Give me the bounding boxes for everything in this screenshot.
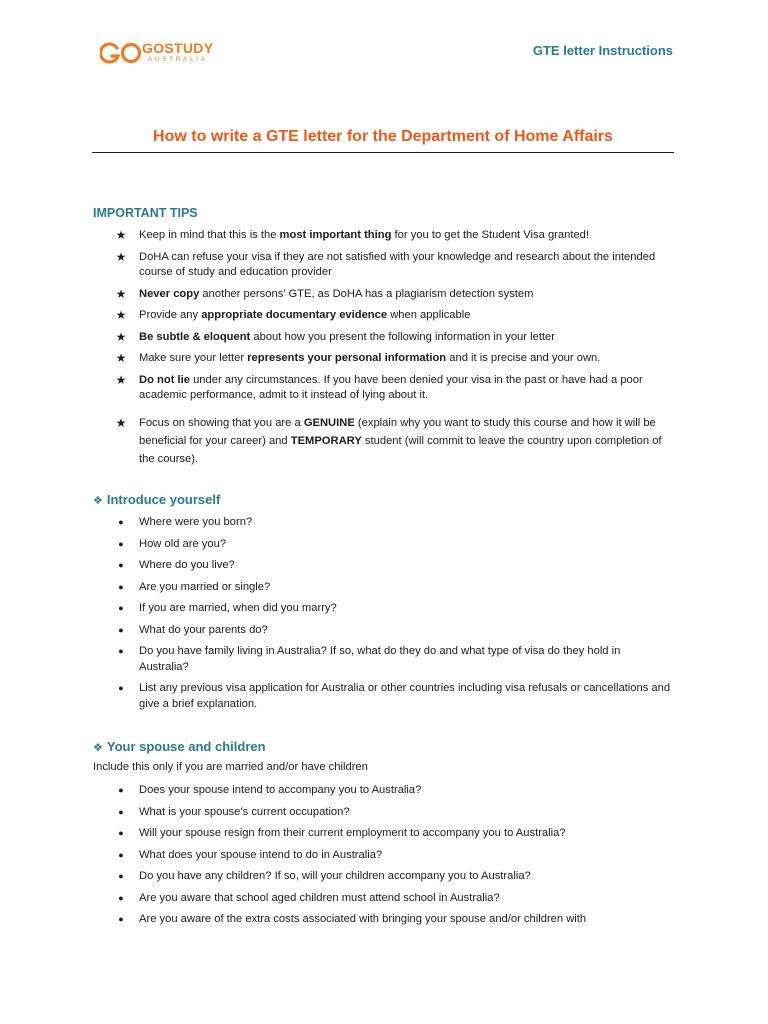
logo-word: GOSTUDY <box>142 40 214 56</box>
list-item-text: List any previous visa application for Australia or other countries including visa refusals or cancellations and give a brief explanation. <box>139 682 671 710</box>
tip-emphasis: Be subtle & eloquent <box>139 330 251 343</box>
star-icon: ★ <box>115 351 127 365</box>
tip-text: student (will commit to leave the country upon completion of the course). <box>139 434 662 465</box>
bullet-icon: ● <box>118 828 124 838</box>
list-item <box>112 783 672 799</box>
list-item <box>112 580 672 596</box>
tip-item <box>112 330 672 346</box>
spouse-list <box>112 783 672 934</box>
important-tips-heading: IMPORTANT TIPS <box>93 206 198 220</box>
list-item <box>112 681 672 712</box>
list-item <box>112 805 672 821</box>
bullet-icon: ● <box>118 624 124 635</box>
bullet-icon: ● <box>118 538 124 549</box>
logo-text <box>142 40 213 64</box>
bullet-icon: ● <box>118 560 124 570</box>
list-item-text: What does your spouse intend to do in Australia? <box>139 848 383 861</box>
tip-item <box>112 414 672 468</box>
header-title: GTE letter Instructions <box>532 43 673 58</box>
tip-text: Make sure your letter <box>139 352 248 364</box>
star-icon: ★ <box>115 286 127 301</box>
list-item <box>112 601 672 617</box>
tip-text: Provide any <box>139 309 202 321</box>
list-item-text: Are you married or single? <box>139 580 271 593</box>
list-item-text: If you are married, when did you marry? <box>139 602 337 614</box>
list-item <box>112 644 672 675</box>
star-icon: ★ <box>115 415 127 430</box>
introduce-list <box>112 515 672 718</box>
gostudy-logo <box>100 40 213 66</box>
tip-text: DoHA can refuse your visa if they are not satisfied with your knowledge and research about the intended course of study and education provider <box>139 250 656 278</box>
tip-text: about how you present the following information in your letter <box>250 330 555 343</box>
list-item <box>112 912 672 928</box>
introduce-heading-text: Introduce yourself <box>106 492 221 507</box>
bullet-icon: ● <box>118 517 124 527</box>
list-item-text: What is your spouse’s current occupation? <box>139 805 350 818</box>
list-item-text: Do you have family living in Australia? If so, what do they do and what type of visa do they hold in Australia? <box>139 645 621 673</box>
tip-emphasis: TEMPORARY <box>290 434 362 447</box>
tip-text: Keep in mind that this is the <box>139 229 280 241</box>
list-item-text: Do you have any children? If so, will your children accompany you to Australia? <box>139 870 531 882</box>
list-item <box>112 848 672 864</box>
bullet-icon: ● <box>118 871 124 881</box>
tip-item <box>112 228 672 244</box>
star-icon: ★ <box>115 228 127 242</box>
tip-text: another persons’ GTE, as DoHA has a plagiarism detection system <box>199 287 534 300</box>
bullet-icon: ● <box>118 646 124 656</box>
bullet-icon: ● <box>118 892 124 903</box>
diamond-icon: ❖ <box>93 495 103 507</box>
tip-emphasis: represents your personal information <box>247 352 447 364</box>
tip-text: (explain why you want to study this course and how it will be beneficial for your career) and <box>139 416 656 447</box>
tip-emphasis: Never copy <box>139 287 200 300</box>
tip-text: and it is precise and your own. <box>446 352 601 364</box>
spouse-heading-text: Your spouse and children <box>106 739 266 754</box>
list-item <box>112 515 672 531</box>
bullet-icon: ● <box>118 849 124 860</box>
tip-item <box>112 308 672 324</box>
list-item <box>112 869 672 885</box>
list-item-text: Are you aware that school aged children must attend school in Australia? <box>139 891 500 904</box>
list-item-text: Does your spouse intend to accompany you to Australia? <box>139 784 422 796</box>
list-item <box>112 891 672 907</box>
logo-subtitle: AUSTRALIA <box>148 56 208 63</box>
bullet-icon: ● <box>118 683 124 693</box>
go-logo-icon <box>100 40 142 66</box>
list-item <box>112 826 672 842</box>
tip-item <box>112 373 672 404</box>
star-icon: ★ <box>115 308 127 322</box>
bullet-icon: ● <box>118 581 124 592</box>
tip-emphasis: most important thing <box>279 229 392 241</box>
list-item-text: Are you aware of the extra costs associated with bringing your spouse and/or children with <box>139 913 587 925</box>
tip-emphasis: GENUINE <box>303 416 355 429</box>
tip-item <box>112 351 672 367</box>
title-divider <box>92 152 674 153</box>
tip-text: when applicable <box>387 309 471 321</box>
page-header <box>0 0 768 80</box>
list-item-text: How old are you? <box>139 537 227 550</box>
tip-emphasis: Do not lie <box>139 373 190 386</box>
list-item <box>112 558 672 574</box>
tip-text: under any circumstances. If you have been denied your visa in the past or have had a poor academic performance, admit to it instead of lying about it. <box>139 373 643 401</box>
document-title: How to write a GTE letter for the Department of Home Affairs <box>153 128 613 145</box>
introduce-yourself-heading <box>93 492 220 507</box>
important-tips-list <box>112 228 672 474</box>
list-item <box>112 623 672 639</box>
tip-text: Focus on showing that you are a <box>139 416 304 429</box>
star-icon: ★ <box>115 249 127 264</box>
list-item-text: What do your parents do? <box>139 623 268 636</box>
bullet-icon: ● <box>118 603 124 613</box>
list-item <box>112 537 672 553</box>
list-item-text: Will your spouse resign from their current employment to accompany you to Australia? <box>139 827 566 839</box>
tip-text: for you to get the Student Visa granted! <box>391 229 589 241</box>
tip-emphasis: appropriate documentary evidence <box>201 309 388 321</box>
bullet-icon: ● <box>118 785 124 795</box>
spouse-note: Include this only if you are married and/or have children <box>93 761 368 773</box>
star-icon: ★ <box>115 329 127 344</box>
bullet-icon: ● <box>118 806 124 817</box>
diamond-icon: ❖ <box>93 742 103 754</box>
tip-item <box>112 287 672 303</box>
star-icon: ★ <box>115 372 127 387</box>
tip-item <box>112 250 672 281</box>
list-item-text: Where were you born? <box>139 516 253 528</box>
bullet-icon: ● <box>118 914 124 924</box>
spouse-children-heading <box>93 739 266 754</box>
list-item-text: Where do you live? <box>139 559 235 571</box>
